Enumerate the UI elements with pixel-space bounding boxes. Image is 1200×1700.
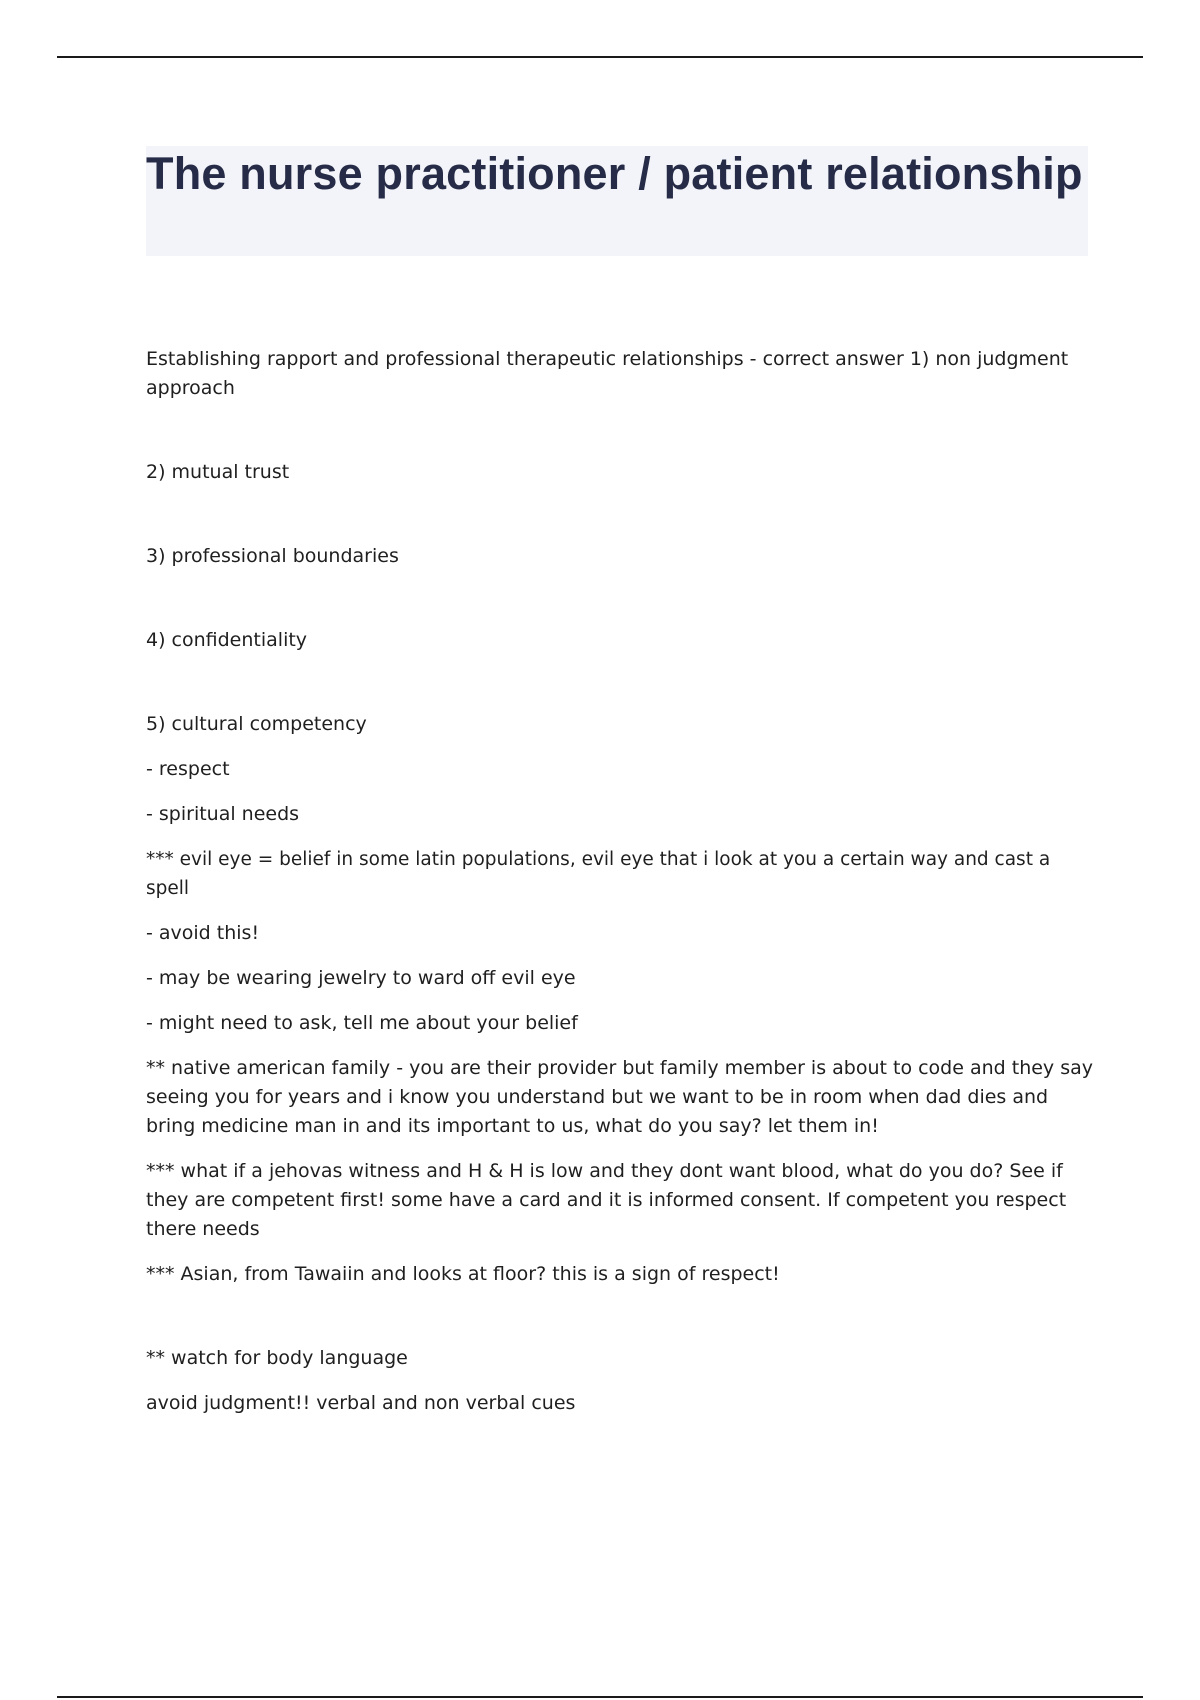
document-body — [146, 345, 1096, 1418]
note-evil-eye: *** evil eye = belief in some latin populations, evil eye that i look at you a certain way and cast a spell — [146, 849, 1051, 899]
list-item: 2) mutual trust — [146, 461, 290, 483]
list-item: - may be wearing jewelry to ward off evil eye — [146, 967, 576, 989]
list-item: - avoid this! — [146, 922, 260, 944]
list-item: 5) cultural competency — [146, 713, 367, 735]
note-asian-respect: *** Asian, from Tawaiin and looks at floor? this is a sign of respect! — [146, 1263, 780, 1285]
note-avoid-judgment: avoid judgment!! verbal and non verbal cues — [146, 1392, 576, 1414]
note-jehovas-witness: *** what if a jehovas witness and H & H is low and they dont want blood, what do you do? See if they are competent first! some have a card and it is informed consent. If competent you respect there needs — [146, 1160, 1067, 1240]
note-body-language: ** watch for body language — [146, 1347, 408, 1369]
title-banner — [146, 146, 1088, 256]
top-rule — [57, 56, 1143, 58]
note-native-american: ** native american family - you are their provider but family member is about to code and they say seeing you for years and i know you understand but we want to be in room when dad dies and bring medicine man in and its important to us, what do you say? let them in! — [146, 1057, 1094, 1137]
list-item: - spiritual needs — [146, 803, 300, 825]
paragraph-intro: Establishing rapport and professional therapeutic relationships - correct answer 1) non judgment approach — [146, 348, 1069, 399]
page-title: The nurse practitioner / patient relationship — [146, 148, 1083, 199]
list-item: 4) confidentiality — [146, 629, 308, 651]
list-item: - respect — [146, 758, 230, 780]
bottom-rule — [57, 1696, 1143, 1698]
list-item: - might need to ask, tell me about your belief — [146, 1012, 578, 1034]
list-item: 3) professional boundaries — [146, 545, 399, 567]
